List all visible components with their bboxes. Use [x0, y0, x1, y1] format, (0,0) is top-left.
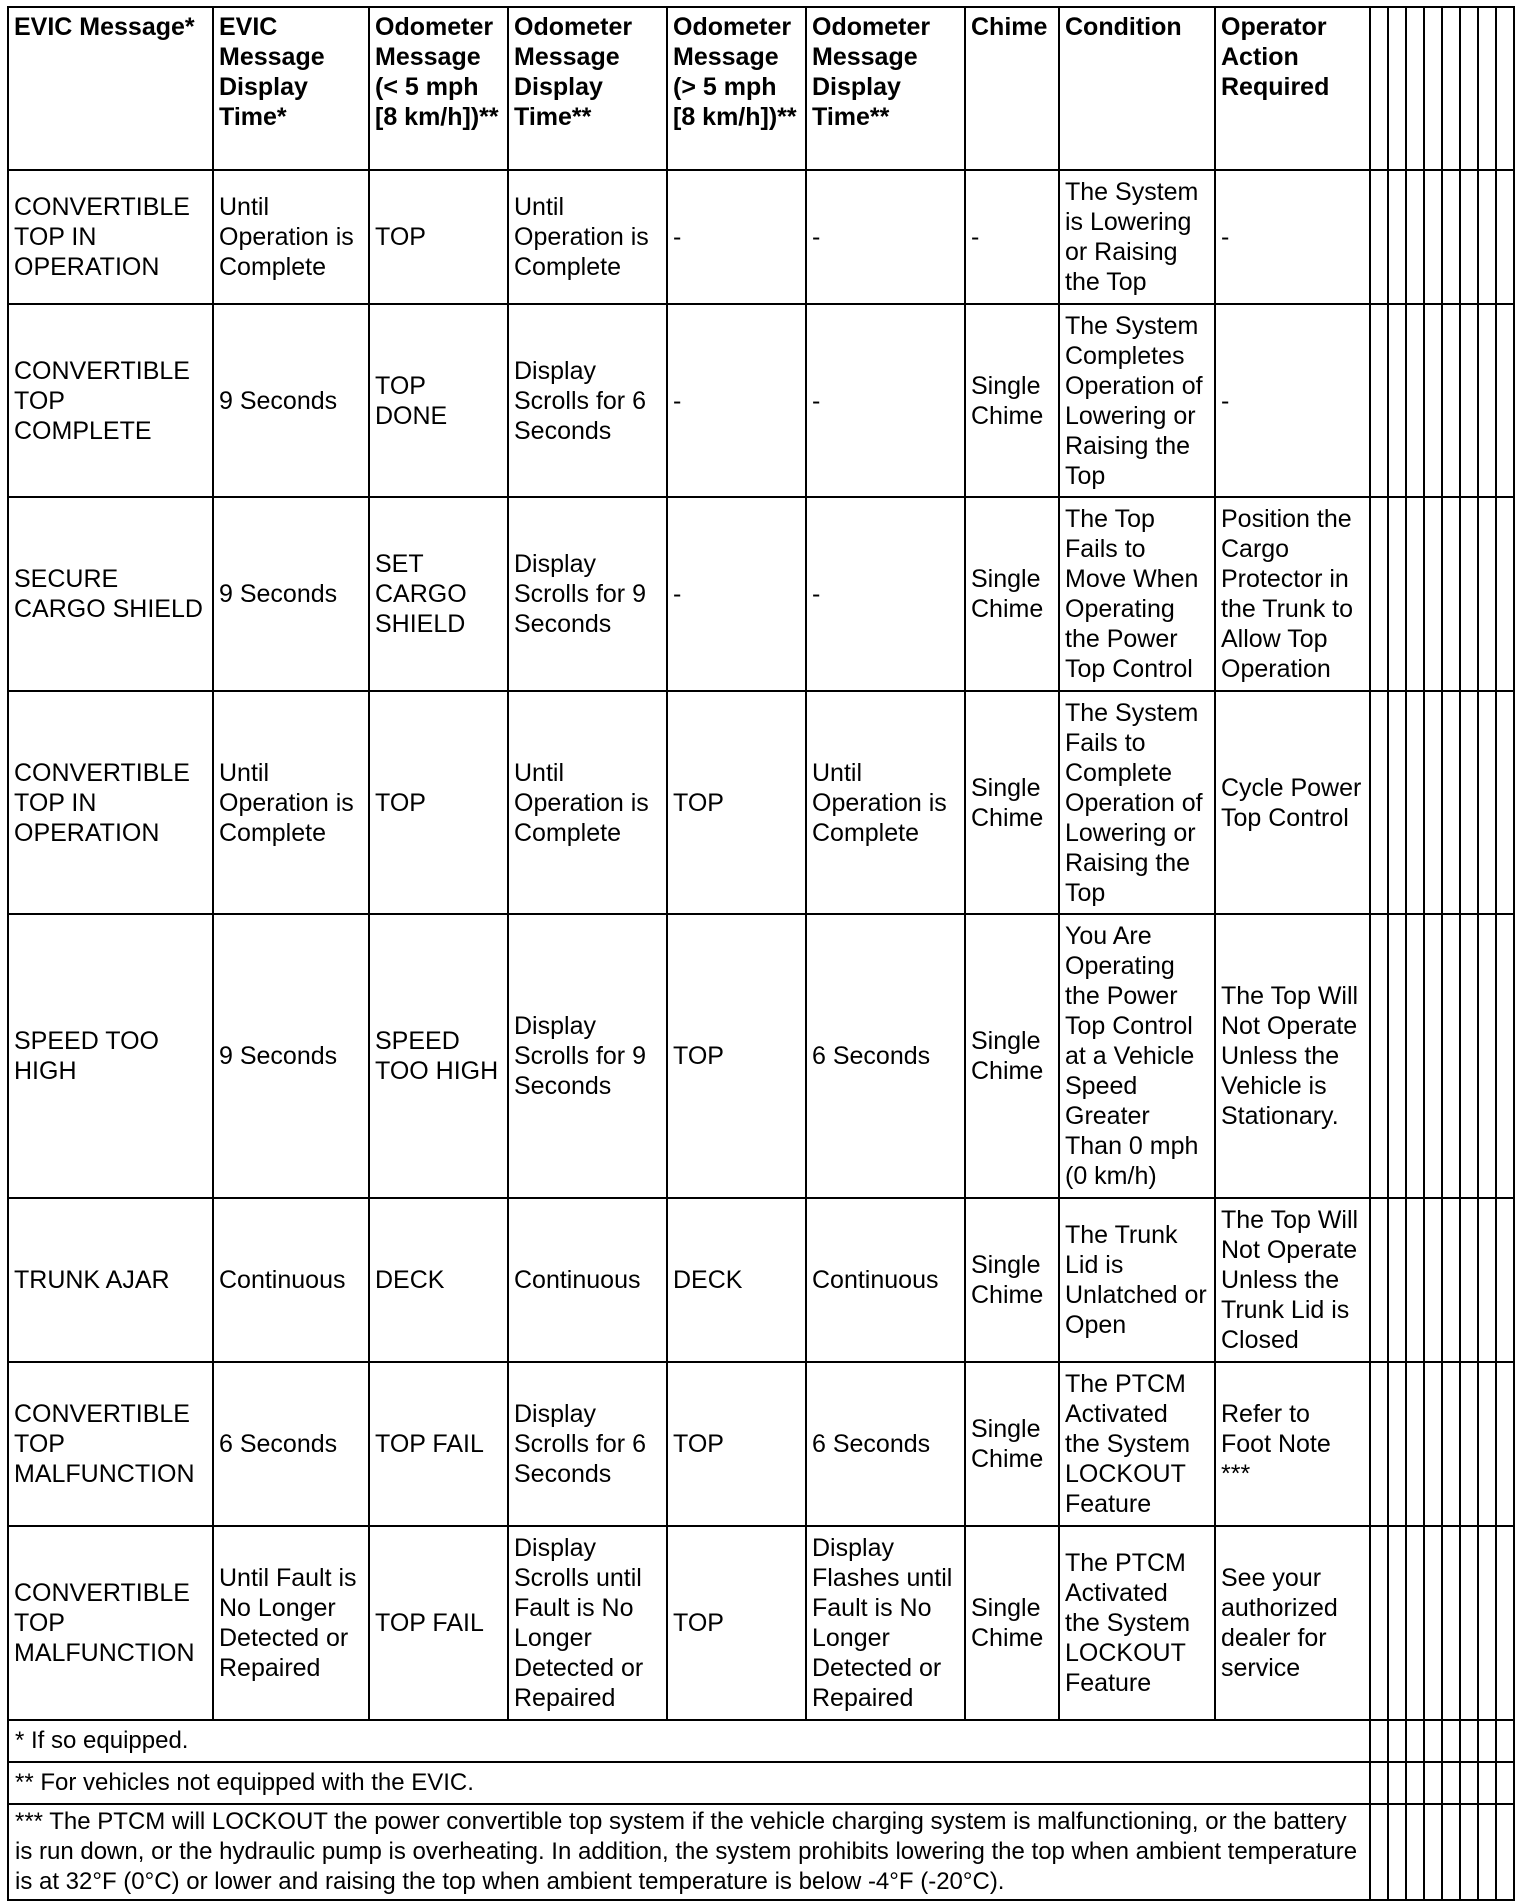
- empty-column-cell: [1460, 1804, 1478, 1900]
- empty-column-cell: [1496, 1198, 1514, 1362]
- empty-column-cell: [1388, 1526, 1406, 1720]
- empty-column-cell: [1442, 1362, 1460, 1526]
- empty-column-cell: [1370, 1198, 1388, 1362]
- evic-display-time-cell: Until Fault is No Longer Detected or Repaired: [213, 1526, 369, 1720]
- empty-column-cell: [1424, 304, 1442, 497]
- empty-column-cell: [1496, 1762, 1514, 1804]
- odometer-display-time-high-cell: Display Flashes until Fault is No Longer Detected or Repaired: [806, 1526, 965, 1720]
- empty-column-cell: [1442, 1198, 1460, 1362]
- column-header-odometer-message-high: Odometer Message (> 5 mph [8 km/h])**: [667, 7, 806, 170]
- empty-column-cell: [1406, 497, 1424, 691]
- table-row: [8, 497, 1514, 691]
- empty-column-cell: [1424, 1762, 1442, 1804]
- column-header-odometer-message-low: Odometer Message (< 5 mph [8 km/h])**: [369, 7, 508, 170]
- evic-display-time-cell: 9 Seconds: [213, 914, 369, 1198]
- empty-column-cell: [1370, 1720, 1388, 1762]
- odometer-message-low-cell: SET CARGO SHIELD: [369, 497, 508, 691]
- odometer-message-high-cell: TOP: [667, 914, 806, 1198]
- operator-action-cell: The Top Will Not Operate Unless the Vehicle is Stationary.: [1215, 914, 1370, 1198]
- odometer-message-low-cell: TOP: [369, 170, 508, 304]
- empty-column-cell: [1370, 914, 1388, 1198]
- operator-action-cell: See your authorized dealer for service: [1215, 1526, 1370, 1720]
- empty-column-cell: [1370, 170, 1388, 304]
- table-row: [8, 304, 1514, 497]
- odometer-message-high-cell: -: [667, 170, 806, 304]
- empty-column-cell: [1478, 914, 1496, 1198]
- odometer-display-time-low-cell: Display Scrolls for 6 Seconds: [508, 304, 667, 497]
- odometer-message-low-cell: SPEED TOO HIGH: [369, 914, 508, 1198]
- empty-column-cell: [1460, 170, 1478, 304]
- empty-column-cell: [1406, 7, 1424, 170]
- empty-column-cell: [1496, 691, 1514, 914]
- evic-display-time-cell: Until Operation is Complete: [213, 691, 369, 914]
- empty-column-cell: [1460, 914, 1478, 1198]
- odometer-message-high-cell: -: [667, 304, 806, 497]
- odometer-message-low-cell: TOP FAIL: [369, 1526, 508, 1720]
- empty-column-cell: [1478, 1720, 1496, 1762]
- empty-column-cell: [1406, 1720, 1424, 1762]
- empty-column-cell: [1496, 1526, 1514, 1720]
- odometer-display-time-low-cell: Continuous: [508, 1198, 667, 1362]
- empty-column-cell: [1406, 1526, 1424, 1720]
- empty-column-cell: [1424, 1720, 1442, 1762]
- chime-cell: Single Chime: [965, 1198, 1059, 1362]
- odometer-message-high-cell: DECK: [667, 1198, 806, 1362]
- empty-column-cell: [1478, 1526, 1496, 1720]
- empty-column-cell: [1388, 7, 1406, 170]
- empty-column-cell: [1460, 691, 1478, 914]
- operator-action-cell: -: [1215, 304, 1370, 497]
- empty-column-cell: [1424, 1804, 1442, 1900]
- empty-column-cell: [1460, 1198, 1478, 1362]
- condition-cell: The System Completes Operation of Lowering or Raising the Top: [1059, 304, 1215, 497]
- evic-message-cell: SECURE CARGO SHIELD: [8, 497, 213, 691]
- empty-column-cell: [1406, 304, 1424, 497]
- empty-column-cell: [1442, 497, 1460, 691]
- empty-column-cell: [1388, 1362, 1406, 1526]
- table-row: [8, 170, 1514, 304]
- empty-column-cell: [1496, 304, 1514, 497]
- evic-display-time-cell: 9 Seconds: [213, 304, 369, 497]
- empty-column-cell: [1370, 1526, 1388, 1720]
- odometer-display-time-low-cell: Display Scrolls until Fault is No Longer Detected or Repaired: [508, 1526, 667, 1720]
- empty-column-cell: [1406, 1198, 1424, 1362]
- operator-action-cell: The Top Will Not Operate Unless the Trunk Lid is Closed: [1215, 1198, 1370, 1362]
- empty-column-cell: [1388, 1720, 1406, 1762]
- evic-display-time-cell: 6 Seconds: [213, 1362, 369, 1526]
- column-header-chime: Chime: [965, 7, 1059, 170]
- odometer-message-high-cell: -: [667, 497, 806, 691]
- empty-column-cell: [1460, 497, 1478, 691]
- empty-column-cell: [1442, 304, 1460, 497]
- empty-column-cell: [1460, 7, 1478, 170]
- empty-column-cell: [1478, 691, 1496, 914]
- evic-message-cell: CONVERTIBLE TOP IN OPERATION: [8, 170, 213, 304]
- empty-column-cell: [1388, 1804, 1406, 1900]
- chime-cell: Single Chime: [965, 691, 1059, 914]
- chime-cell: Single Chime: [965, 1526, 1059, 1720]
- empty-column-cell: [1370, 691, 1388, 914]
- column-header-condition: Condition: [1059, 7, 1215, 170]
- operator-action-cell: -: [1215, 170, 1370, 304]
- odometer-message-low-cell: TOP FAIL: [369, 1362, 508, 1526]
- evic-message-cell: CONVERTIBLE TOP COMPLETE: [8, 304, 213, 497]
- table-row: [8, 691, 1514, 914]
- empty-column-cell: [1442, 1804, 1460, 1900]
- empty-column-cell: [1496, 170, 1514, 304]
- table-row: [8, 1526, 1514, 1720]
- empty-column-cell: [1478, 170, 1496, 304]
- odometer-message-low-cell: DECK: [369, 1198, 508, 1362]
- evic-display-time-cell: 9 Seconds: [213, 497, 369, 691]
- footnote-row: [8, 1804, 1514, 1900]
- empty-column-cell: [1388, 914, 1406, 1198]
- odometer-message-high-cell: TOP: [667, 691, 806, 914]
- empty-column-cell: [1478, 1762, 1496, 1804]
- empty-column-cell: [1478, 1804, 1496, 1900]
- operator-action-cell: Position the Cargo Protector in the Trunk to Allow Top Operation: [1215, 497, 1370, 691]
- empty-column-cell: [1424, 914, 1442, 1198]
- footnote-2: ** For vehicles not equipped with the EVIC.: [8, 1762, 1370, 1804]
- empty-column-cell: [1424, 7, 1442, 170]
- chime-cell: -: [965, 170, 1059, 304]
- footnote-row: [8, 1720, 1514, 1762]
- condition-cell: The PTCM Activated the System LOCKOUT Feature: [1059, 1362, 1215, 1526]
- odometer-display-time-low-cell: Display Scrolls for 6 Seconds: [508, 1362, 667, 1526]
- odometer-display-time-low-cell: Until Operation is Complete: [508, 691, 667, 914]
- evic-message-cell: TRUNK AJAR: [8, 1198, 213, 1362]
- empty-column-cell: [1442, 1762, 1460, 1804]
- empty-column-cell: [1370, 1362, 1388, 1526]
- column-header-evic-display-time: EVIC Message Display Time*: [213, 7, 369, 170]
- empty-column-cell: [1460, 1762, 1478, 1804]
- table-row: [8, 1362, 1514, 1526]
- footnote-1: * If so equipped.: [8, 1720, 1370, 1762]
- chime-cell: Single Chime: [965, 497, 1059, 691]
- operator-action-cell: Cycle Power Top Control: [1215, 691, 1370, 914]
- evic-display-time-cell: Until Operation is Complete: [213, 170, 369, 304]
- evic-display-time-cell: Continuous: [213, 1198, 369, 1362]
- empty-column-cell: [1478, 7, 1496, 170]
- empty-column-cell: [1478, 1198, 1496, 1362]
- evic-message-cell: CONVERTIBLE TOP MALFUNCTION: [8, 1362, 213, 1526]
- odometer-display-time-high-cell: -: [806, 304, 965, 497]
- empty-column-cell: [1406, 170, 1424, 304]
- odometer-display-time-high-cell: -: [806, 170, 965, 304]
- empty-column-cell: [1370, 497, 1388, 691]
- empty-column-cell: [1496, 1362, 1514, 1526]
- table-row: [8, 1198, 1514, 1362]
- table-row: [8, 914, 1514, 1198]
- header-row: [8, 7, 1514, 170]
- odometer-display-time-low-cell: Until Operation is Complete: [508, 170, 667, 304]
- empty-column-cell: [1370, 7, 1388, 170]
- chime-cell: Single Chime: [965, 1362, 1059, 1526]
- odometer-display-time-high-cell: Continuous: [806, 1198, 965, 1362]
- empty-column-cell: [1424, 170, 1442, 304]
- odometer-display-time-low-cell: Display Scrolls for 9 Seconds: [508, 914, 667, 1198]
- empty-column-cell: [1496, 914, 1514, 1198]
- chime-cell: Single Chime: [965, 914, 1059, 1198]
- empty-column-cell: [1424, 691, 1442, 914]
- empty-column-cell: [1496, 1804, 1514, 1900]
- empty-column-cell: [1442, 691, 1460, 914]
- column-header-odometer-display-time-low: Odometer Message Display Time**: [508, 7, 667, 170]
- odometer-message-low-cell: TOP DONE: [369, 304, 508, 497]
- empty-column-cell: [1406, 1762, 1424, 1804]
- condition-cell: The Top Fails to Move When Operating the Power Top Control: [1059, 497, 1215, 691]
- empty-column-cell: [1478, 497, 1496, 691]
- empty-column-cell: [1388, 170, 1406, 304]
- empty-column-cell: [1406, 1362, 1424, 1526]
- condition-cell: The System is Lowering or Raising the Top: [1059, 170, 1215, 304]
- odometer-message-high-cell: TOP: [667, 1526, 806, 1720]
- empty-column-cell: [1424, 497, 1442, 691]
- odometer-message-high-cell: TOP: [667, 1362, 806, 1526]
- empty-column-cell: [1370, 1762, 1388, 1804]
- odometer-display-time-high-cell: Until Operation is Complete: [806, 691, 965, 914]
- empty-column-cell: [1424, 1526, 1442, 1720]
- empty-column-cell: [1370, 1804, 1388, 1900]
- evic-message-cell: CONVERTIBLE TOP MALFUNCTION: [8, 1526, 213, 1720]
- empty-column-cell: [1478, 304, 1496, 497]
- odometer-message-low-cell: TOP: [369, 691, 508, 914]
- empty-column-cell: [1388, 1198, 1406, 1362]
- footnote-3: *** The PTCM will LOCKOUT the power convertible top system if the vehicle charging system is malfunctioning, or the battery is run down, or the hydraulic pump is overheating. In addition, the system prohibits lowering the top when ambient temperature is at 32°F (0°C) or lower and raising the top when ambient temperature is below -4°F (-20°C).: [8, 1804, 1370, 1900]
- column-header-operator-action: Operator Action Required: [1215, 7, 1370, 170]
- empty-column-cell: [1388, 1762, 1406, 1804]
- empty-column-cell: [1370, 304, 1388, 497]
- condition-cell: The PTCM Activated the System LOCKOUT Feature: [1059, 1526, 1215, 1720]
- empty-column-cell: [1442, 914, 1460, 1198]
- chime-cell: Single Chime: [965, 304, 1059, 497]
- empty-column-cell: [1478, 1362, 1496, 1526]
- odometer-display-time-high-cell: 6 Seconds: [806, 914, 965, 1198]
- empty-column-cell: [1406, 1804, 1424, 1900]
- empty-column-cell: [1496, 7, 1514, 170]
- empty-column-cell: [1388, 691, 1406, 914]
- operator-action-cell: Refer to Foot Note ***: [1215, 1362, 1370, 1526]
- evic-message-cell: CONVERTIBLE TOP IN OPERATION: [8, 691, 213, 914]
- empty-column-cell: [1460, 1362, 1478, 1526]
- column-header-odometer-display-time-high: Odometer Message Display Time**: [806, 7, 965, 170]
- empty-column-cell: [1424, 1198, 1442, 1362]
- evic-message-table: [7, 6, 1515, 1901]
- column-header-evic-message: EVIC Message*: [8, 7, 213, 170]
- odometer-display-time-high-cell: 6 Seconds: [806, 1362, 965, 1526]
- footnote-row: [8, 1762, 1514, 1804]
- empty-column-cell: [1424, 1362, 1442, 1526]
- condition-cell: The System Fails to Complete Operation of Lowering or Raising the Top: [1059, 691, 1215, 914]
- empty-column-cell: [1496, 497, 1514, 691]
- empty-column-cell: [1406, 914, 1424, 1198]
- empty-column-cell: [1460, 1526, 1478, 1720]
- odometer-display-time-high-cell: -: [806, 497, 965, 691]
- empty-column-cell: [1460, 1720, 1478, 1762]
- empty-column-cell: [1460, 304, 1478, 497]
- empty-column-cell: [1442, 1720, 1460, 1762]
- empty-column-cell: [1442, 170, 1460, 304]
- evic-message-cell: SPEED TOO HIGH: [8, 914, 213, 1198]
- empty-column-cell: [1388, 304, 1406, 497]
- condition-cell: You Are Operating the Power Top Control at a Vehicle Speed Greater Than 0 mph (0 km/h): [1059, 914, 1215, 1198]
- empty-column-cell: [1442, 7, 1460, 170]
- empty-column-cell: [1388, 497, 1406, 691]
- empty-column-cell: [1406, 691, 1424, 914]
- empty-column-cell: [1496, 1720, 1514, 1762]
- odometer-display-time-low-cell: Display Scrolls for 9 Seconds: [508, 497, 667, 691]
- empty-column-cell: [1442, 1526, 1460, 1720]
- condition-cell: The Trunk Lid is Unlatched or Open: [1059, 1198, 1215, 1362]
